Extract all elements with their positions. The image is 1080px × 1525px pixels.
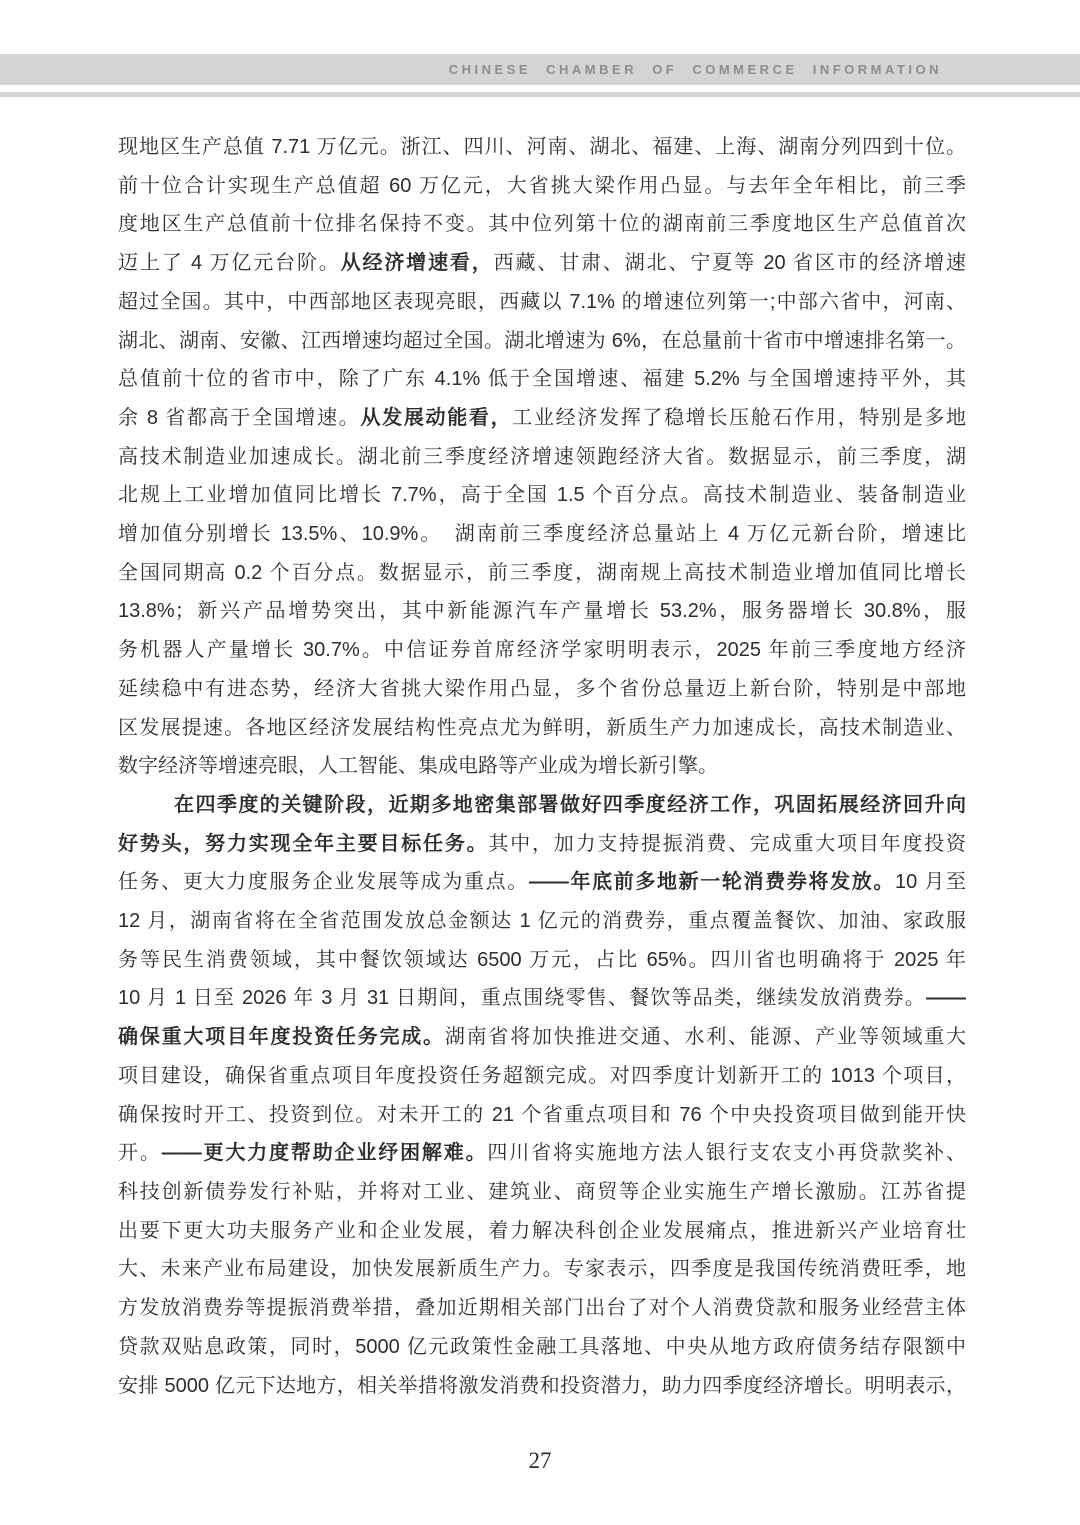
- body-text: 余 8 省都高于全国增速。: [118, 406, 361, 429]
- body-text: 高技术制造业加速成长。湖北前三季度经济增速领跑经济大省。数据显示，前三季度，湖: [118, 445, 966, 468]
- body-text: 增加值分别增长 13.5%、10.9%。 湖南前三季度经济总量站上 4 万亿元新台阶，增速比: [118, 523, 966, 546]
- body-text: 工业经济发挥了稳增长压舱石作用，特别是多地: [512, 406, 966, 429]
- text-line: [118, 322, 966, 361]
- text-line: [118, 786, 966, 825]
- body-text: 湖北、湖南、安徽、江西增速均超过全国。湖北增速为 6%，在总量前十省市中增速排名第一。: [118, 329, 966, 352]
- body-text: 北规上工业增加值同比增长 7.7%，高于全国 1.5 个百分点。高技术制造业、装备制造业: [118, 484, 966, 507]
- emphasis-text: 好势头，努力实现全年主要目标任务。: [118, 832, 489, 855]
- body-text: 务机器人产量增长 30.7%。中信证券首席经济学家明明表示，2025 年前三季度地方经济: [118, 639, 966, 662]
- body-text: 出要下更大功夫服务产业和企业发展，着力解决科创企业发展痛点，推进新兴产业培育壮: [118, 1219, 966, 1242]
- text-line: [118, 1173, 966, 1212]
- header-banner: [0, 54, 1080, 85]
- body-text: 10 月 1 日至 2026 年 3 月 31 日期间，重点围绕零售、餐饮等品类，继续发放消费券。: [118, 987, 926, 1010]
- text-line: [118, 670, 966, 709]
- body-text: 西藏、甘肃、湖北、宁夏等 20 省区市的经济增速: [493, 252, 966, 275]
- text-line: [118, 128, 966, 167]
- header-banner-thin-rule: [0, 92, 1080, 97]
- text-line: [118, 167, 966, 206]
- text-line: [118, 438, 966, 477]
- text-line: [118, 941, 966, 980]
- text-line: [118, 863, 966, 902]
- text-line: [118, 360, 966, 399]
- body-text: 区发展提速。各地区经济发展结构性亮点尤为鲜明，新质生产力加速成长，高技术制造业、: [118, 716, 966, 739]
- page-number: 27: [528, 1448, 552, 1473]
- text-line: [118, 1250, 966, 1289]
- text-line: [118, 747, 966, 786]
- body-text: 安排 5000 亿元下达地方，相关举措将激发消费和投资潜力，助力四季度经济增长。明明表示，: [118, 1374, 966, 1397]
- body-text: 四川省将实施地方法人银行支农支小再贷款奖补、: [487, 1142, 967, 1165]
- document-body: [118, 128, 966, 1405]
- emphasis-text: ——更大力度帮助企业纾困解难。: [161, 1142, 488, 1165]
- body-text: 数字经济等增速亮眼，人工智能、集成电路等产业成为增长新引擎。: [118, 755, 718, 778]
- text-line: [118, 1096, 966, 1135]
- text-line: [118, 709, 966, 748]
- body-text: 项目建设，确保省重点项目年度投资任务超额完成。对四季度计划新开工的 1013 个项目，: [118, 1064, 966, 1087]
- body-text: 其中，加力支持提振消费、完成重大项目年度投资: [488, 832, 967, 855]
- body-text: 务等民生消费领域，其中餐饮领域达 6500 万元，占比 65%。四川省也明确将于 2025 年: [118, 948, 966, 971]
- emphasis-text: ——年底前多地新一轮消费券将发放。: [528, 871, 895, 894]
- body-text: 方发放消费券等提振消费举措，叠加近期相关部门出台了对个人消费贷款和服务业经营主体: [118, 1297, 966, 1320]
- body-text: 前十位合计实现生产总值超 60 万亿元，大省挑大梁作用凸显。与去年全年相比，前三季: [118, 174, 966, 197]
- text-line: [118, 631, 966, 670]
- body-text: 超过全国。其中，中西部地区表现亮眼，西藏以 7.1% 的增速位列第一;中部六省中，河南、: [118, 290, 966, 313]
- emphasis-text: ——: [926, 987, 966, 1010]
- text-line: [118, 825, 966, 864]
- text-line: [118, 515, 966, 554]
- emphasis-text: 确保重大项目年度投资任务完成。: [118, 1026, 445, 1049]
- text-line: [118, 1018, 966, 1057]
- body-text: 现地区生产总值 7.71 万亿元。浙江、四川、河南、湖北、福建、上海、湖南分列四到十位。: [118, 136, 966, 158]
- body-text: 10 月至: [894, 871, 967, 894]
- text-line: [118, 1057, 966, 1096]
- body-text: 贷款双贴息政策，同时，5000 亿元政策性金融工具落地、中央从地方政府债务结存限额中: [118, 1335, 966, 1358]
- text-line: [118, 1328, 966, 1367]
- text-line: [118, 244, 966, 283]
- emphasis-text: 在四季度的关键阶段，近期多地密集部署做好四季度经济工作，巩固拓展经济回升向: [174, 793, 966, 816]
- emphasis-text: 从经济增速看，: [340, 252, 494, 275]
- body-text: 确保按时开工、投资到位。对未开工的 21 个省重点项目和 76 个中央投资项目做到能开快: [118, 1103, 966, 1126]
- text-line: [118, 399, 966, 438]
- body-text: 科技创新债券发行补贴，并将对工业、建筑业、商贸等企业实施生产增长激励。江苏省提: [118, 1180, 966, 1203]
- body-text: 任务、更大力度服务企业发展等成为重点。: [118, 871, 529, 894]
- body-text: 大、未来产业布局建设，加快发展新质生产力。专家表示，四季度是我国传统消费旺季，地: [118, 1258, 966, 1281]
- body-text: 湖南省将加快推进交通、水利、能源、产业等领域重大: [444, 1026, 967, 1049]
- body-text: 13.8%；新兴产品增势突出，其中新能源汽车产量增长 53.2%，服务器增长 30.8%，服: [118, 600, 966, 623]
- paragraph: [118, 786, 966, 1405]
- body-text: 开。: [118, 1142, 162, 1165]
- body-text: 度地区生产总值前十位排名保持不变。其中位列第十位的湖南前三季度地区生产总值首次: [118, 213, 966, 236]
- text-line: [118, 554, 966, 593]
- text-line: [118, 979, 966, 1018]
- text-line: [118, 1289, 966, 1328]
- text-line: [118, 1212, 966, 1251]
- paragraph: [118, 128, 966, 786]
- text-line: [118, 205, 966, 244]
- emphasis-text: 从发展动能看，: [360, 406, 513, 429]
- text-line: [118, 1367, 966, 1406]
- text-line: [118, 476, 966, 515]
- text-line: [118, 1134, 966, 1173]
- text-line: [118, 902, 966, 941]
- text-line: [118, 592, 966, 631]
- body-text: 总值前十位的省市中，除了广东 4.1% 低于全国增速、福建 5.2% 与全国增速持平外，其: [118, 368, 966, 391]
- body-text: 12 月，湖南省将在全省范围发放总金额达 1 亿元的消费券，重点覆盖餐饮、加油、家政服: [118, 910, 966, 933]
- header-banner-text: CHINESE CHAMBER OF COMMERCE INFORMATION: [448, 62, 942, 77]
- body-text: 延续稳中有进态势，经济大省挑大梁作用凸显，多个省份总量迈上新台阶，特别是中部地: [118, 677, 966, 700]
- body-text: 全国同期高 0.2 个百分点。数据显示，前三季度，湖南规上高技术制造业增加值同比增长: [118, 561, 966, 584]
- body-text: 迈上了 4 万亿元台阶。: [118, 252, 341, 275]
- text-line: [118, 283, 966, 322]
